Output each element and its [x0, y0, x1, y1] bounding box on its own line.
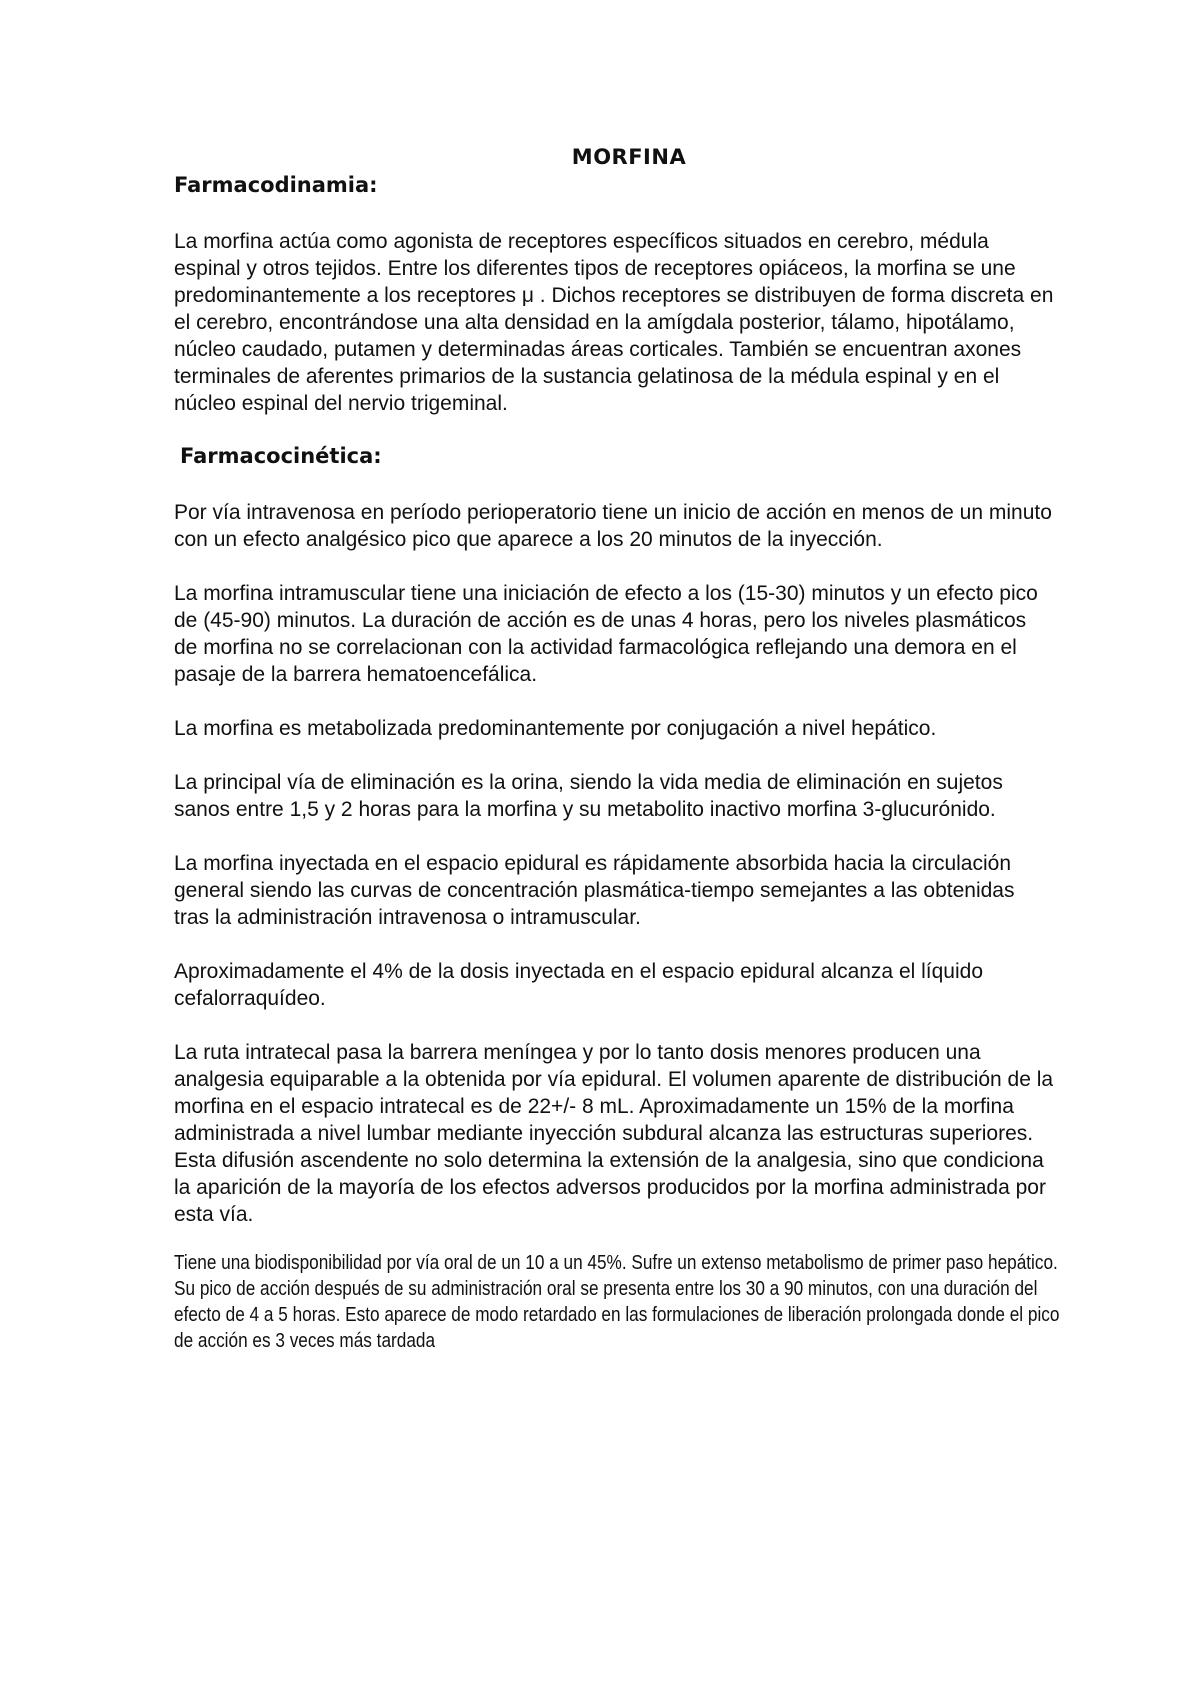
section-heading-farmacocinetica: Farmacocinética: — [180, 444, 382, 468]
paragraph: Por vía intravenosa en período perioperatorio tiene un inicio de acción en menos de un minuto con un efecto analgésico pico que aparece a los 20 minutos de la inyección. — [174, 501, 1052, 551]
document-body — [174, 140, 1060, 1354]
document-title: MORFINA — [571, 145, 687, 169]
paragraph: La principal vía de eliminación es la orina, siendo la vida media de eliminación en sujetos sanos entre 1,5 y 2 horas para la morfina y su metabolito inactivo morfina 3-glucurónido. — [174, 771, 1003, 821]
section-heading-farmacodinamia: Farmacodinamia: — [174, 173, 378, 197]
paragraph: La morfina actúa como agonista de receptores específicos situados en cerebro, médula espinal y otros tejidos. Entre los diferentes tipos de receptores opiáceos, la morfina se une predominantemente a los receptores μ . Dichos receptores se distribuyen de forma discreta en el cerebro, encontrándose una alta densidad en la amígdala posterior, tálamo, hipotálamo, núcleo caudado, putamen y determinadas áreas corticales. También se encuentran axones terminales de aferentes primarios de la sustancia gelatinosa de la médula espinal y en el núcleo espinal del nervio trigeminal. — [174, 230, 1054, 415]
paragraph: La morfina intramuscular tiene una iniciación de efecto a los (15-30) minutos y un efecto pico de (45-90) minutos. La duración de acción es de unas 4 horas, pero los niveles plasmáticos de morfina no se correlacionan con la actividad farmacológica reflejando una demora en el pasaje de la barrera hematoencefálica. — [174, 582, 1038, 686]
paragraph: La morfina es metabolizada predominantemente por conjugación a nivel hepático. — [174, 717, 937, 740]
paragraph: La morfina inyectada en el espacio epidural es rápidamente absorbida hacia la circulación general siendo las curvas de concentración plasmática-tiempo semejantes a las obtenidas tras la administración intravenosa o intramuscular. — [174, 852, 1015, 929]
closing-paragraph: Tiene una biodisponibilidad por vía oral de un 10 a un 45%. Sufre un extenso metabolismo de primer paso hepático. Su pico de acción después de su administración oral se presenta entre los 30 a 90 minutos, con una duración del efecto de 4 a 5 horas. Esto aparece de modo retardado en las formulaciones de liberación prolongada donde el pico de acción es 3 veces más tardada — [174, 1252, 1060, 1352]
paragraph: La ruta intratecal pasa la barrera meníngea y por lo tanto dosis menores producen una analgesia equiparable a la obtenida por vía epidural. El volumen aparente de distribución de la morfina en el espacio intratecal es de 22+/- 8 mL. Aproximadamente un 15% de la morfina administrada a nivel lumbar mediante inyección subdural alcanza las estructuras superiores. Esta difusión ascendente no solo determina la extensión de la analgesia, sino que condiciona la aparición de la mayoría de los efectos adversos producidos por la morfina administrada por esta vía. — [174, 1041, 1054, 1226]
paragraph: Aproximadamente el 4% de la dosis inyectada en el espacio epidural alcanza el líquido cefalorraquídeo. — [174, 960, 984, 1010]
